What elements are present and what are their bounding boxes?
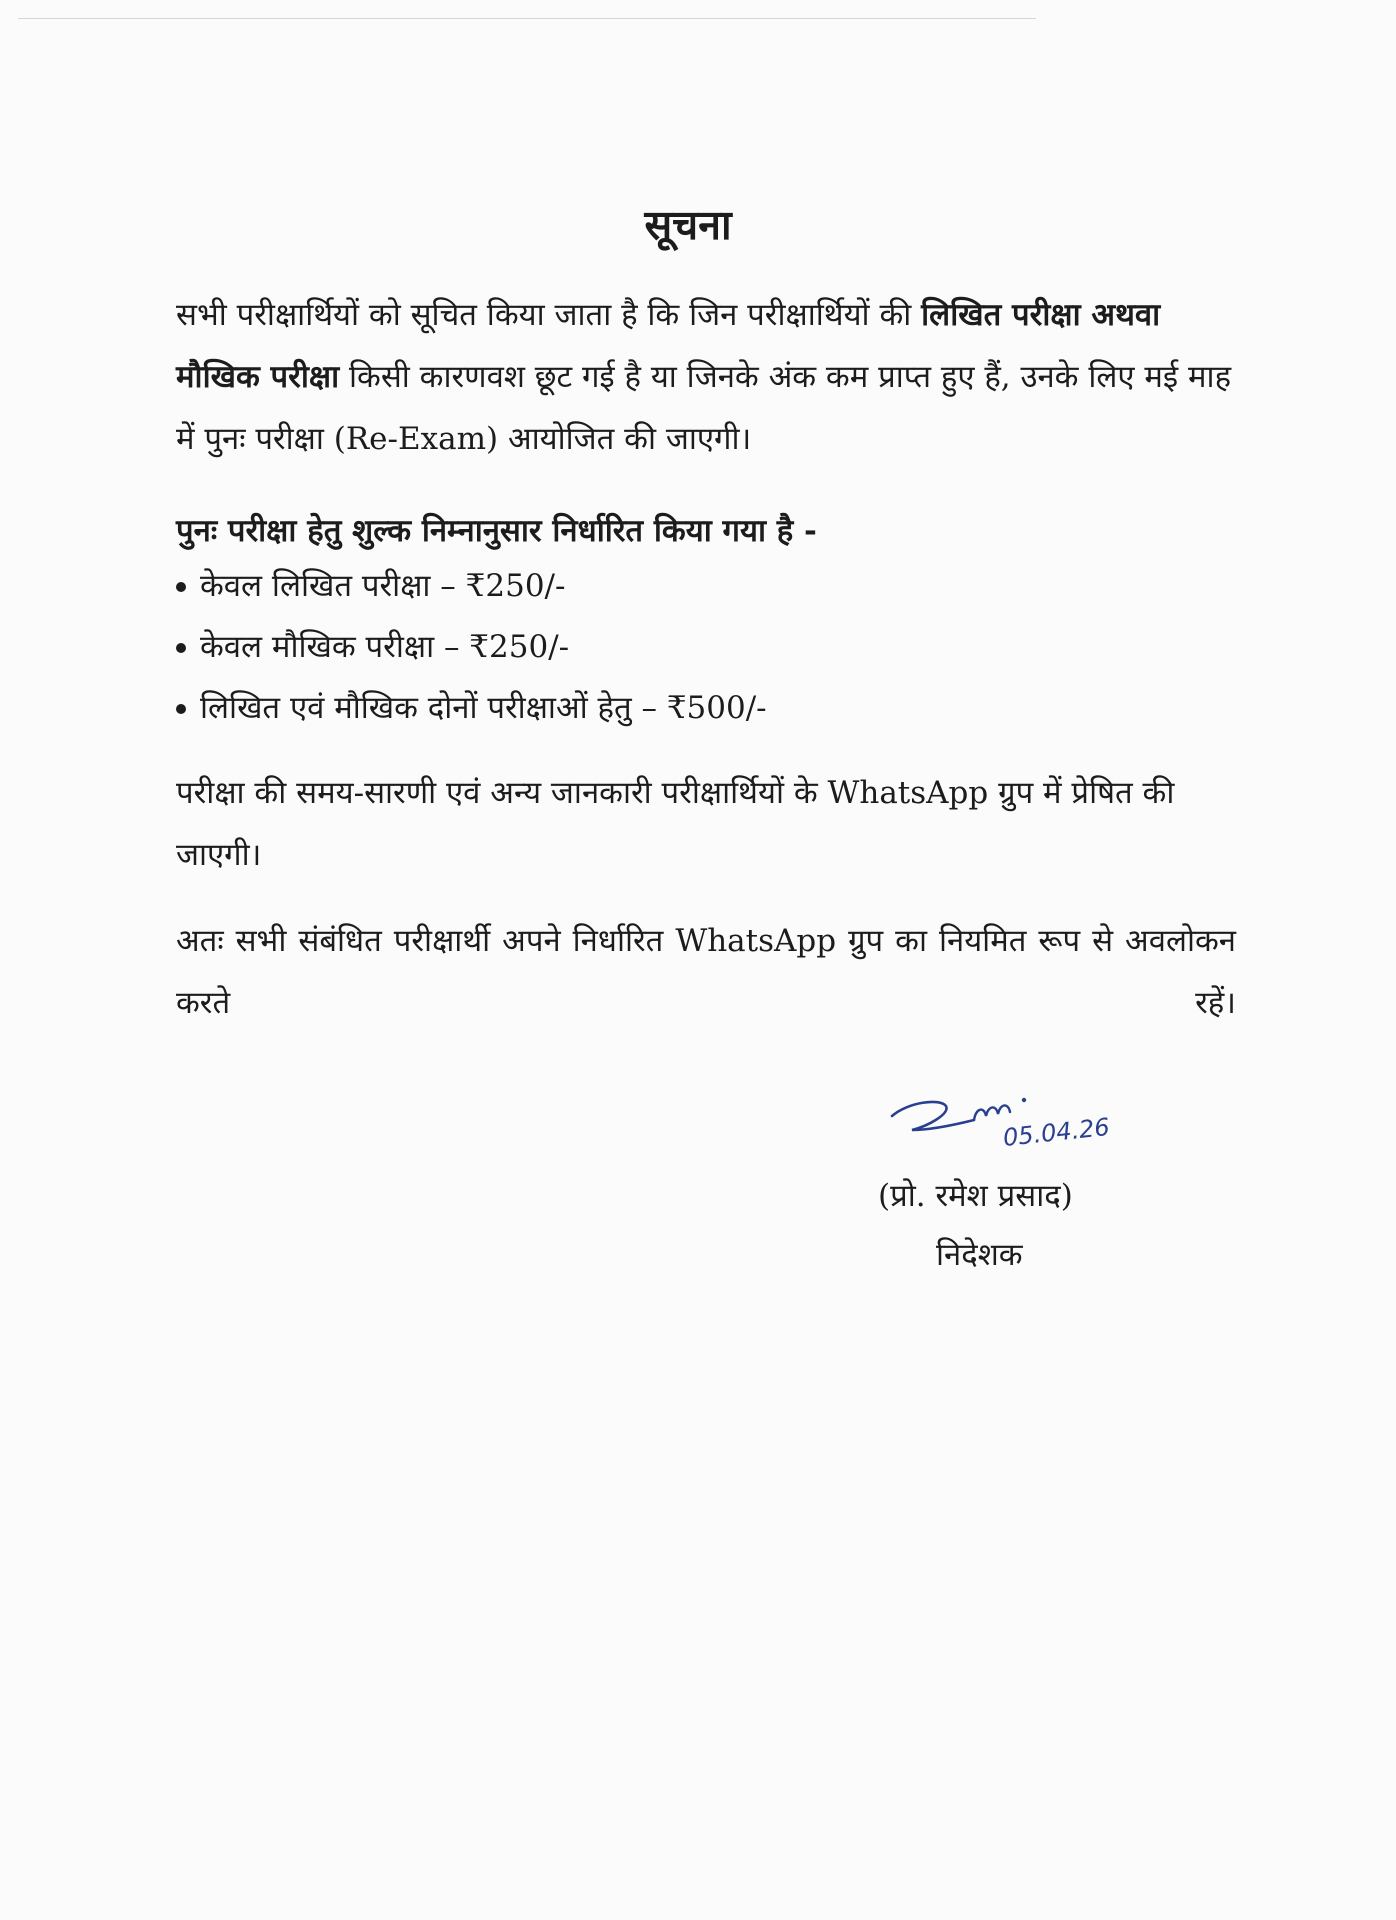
fee-heading: पुनः परीक्षा हेतु शुल्क निम्नानुसार निर्धारित किया गया है - — [176, 513, 817, 549]
fee-item-text: केवल लिखित परीक्षा – ₹250/- — [200, 568, 566, 604]
bullet-icon — [176, 582, 186, 592]
fee-item-text: लिखित एवं मौखिक दोनों परीक्षाओं हेतु – ₹500/- — [200, 690, 767, 726]
fee-item-text: केवल मौखिक परीक्षा – ₹250/- — [200, 629, 570, 665]
signature-dot — [1022, 1098, 1026, 1102]
scan-edge-line — [18, 18, 1036, 19]
fee-item — [176, 617, 767, 678]
intro-text-bold: लिखित परीक्षा अथवा मौखिक परीक्षा — [176, 297, 1161, 395]
signature-stroke — [892, 1102, 974, 1130]
notice-paragraph-advice: अतः सभी संबंधित परीक्षार्थी अपने निर्धारित WhatsApp ग्रुप का नियमित रूप से अवलोकन करते रहें। — [176, 923, 1236, 1021]
fee-item — [176, 678, 767, 739]
fee-list — [176, 556, 767, 739]
bullet-icon — [176, 704, 186, 714]
fee-item — [176, 556, 767, 617]
signature-date: 05.04.26 — [1001, 1112, 1111, 1152]
intro-text-end: किसी कारणवश छूट गई है या जिनके अंक कम प्राप्त हुए हैं, उनके लिए मई माह में पुनः परीक्षा (Re-Exam) आयोजित की जाएगी। — [176, 359, 1232, 457]
intro-text-start: सभी परीक्षार्थियों को सूचित किया जाता है कि जिन परीक्षार्थियों की — [176, 297, 922, 333]
notice-paragraph-schedule: परीक्षा की समय-सारणी एवं अन्य जानकारी परीक्षार्थियों के WhatsApp ग्रुप में प्रेषित की जाएगी। — [176, 775, 1175, 873]
notice-paragraph-intro — [176, 284, 1236, 470]
handwritten-signature — [878, 1080, 1178, 1170]
signature-loops — [974, 1105, 1010, 1120]
notice-title: सूचना — [644, 201, 732, 249]
signatory-name: (प्रो. रमेश प्रसाद) — [878, 1178, 1073, 1214]
bullet-icon — [176, 643, 186, 653]
signatory-designation: निदेशक — [936, 1237, 1023, 1273]
